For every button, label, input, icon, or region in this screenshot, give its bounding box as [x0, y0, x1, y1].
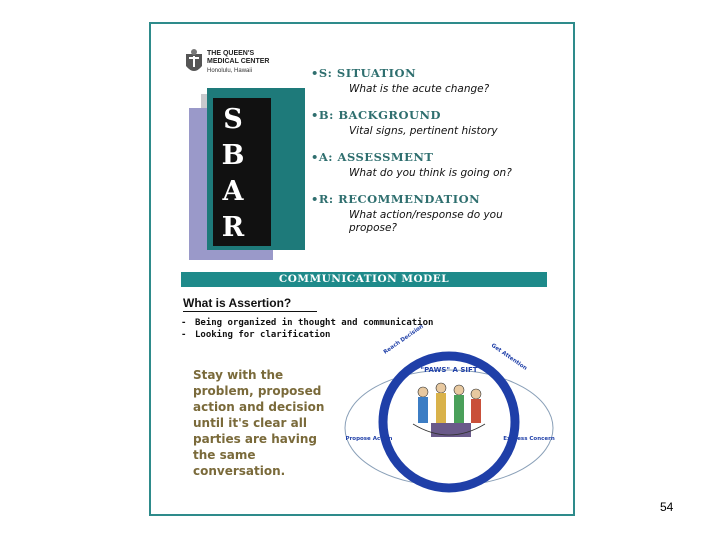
recommendation-heading: •R: RECOMMENDATION: [311, 192, 481, 206]
step-reach-decision: Reach Decision: [382, 324, 425, 356]
bullet-item: - Looking for clarification: [181, 330, 331, 340]
recommendation-description: What action/response do you propose?: [349, 209, 503, 234]
situation-description: What is the acute change?: [349, 83, 490, 95]
situation-item: [311, 66, 539, 96]
recommendation-item: [311, 192, 539, 235]
cartoon-figures: [413, 383, 485, 437]
banner-label: COMMUNICATION MODEL: [278, 273, 450, 285]
step-express-concern: Express Concern: [503, 436, 555, 442]
assessment-description: What do you think is going on?: [349, 167, 512, 179]
assertion-title: What is Assertion?: [183, 296, 317, 312]
assessment-heading: •A: ASSESSMENT: [311, 150, 434, 164]
background-heading: •B: BACKGROUND: [311, 108, 442, 122]
sbar-poster: [149, 22, 575, 516]
hospital-name: THE QUEEN'S MEDICAL CENTER: [207, 50, 270, 65]
hospital-logo: [183, 48, 293, 84]
step-get-attention: Get Attention: [489, 342, 528, 372]
crest-icon: [183, 48, 205, 78]
bullet-text: Being organized in thought and communication: [195, 318, 434, 328]
communication-model-banner: [181, 272, 547, 287]
assertion-cycle-diagram: [343, 324, 555, 504]
hospital-location: Honolulu, Hawaii: [207, 68, 253, 74]
background-description: Vital signs, pertinent history: [349, 125, 498, 137]
sbar-letter-panel: [213, 98, 271, 246]
letter-s: S: [223, 104, 243, 135]
step-state-problem: State Problem: [426, 484, 472, 490]
background-item: [311, 108, 539, 138]
bullet-item: - Being organized in thought and communication: [181, 318, 434, 328]
letter-a: A: [222, 176, 244, 207]
step-propose-action: Propose Action: [345, 436, 393, 442]
letter-r: R: [221, 212, 245, 243]
stay-with-problem-text: Stay with the problem, proposed action and decision until it's clear all parties are having the same conversation.: [193, 368, 325, 478]
letter-b: B: [221, 140, 245, 171]
situation-heading: •S: SITUATION: [311, 66, 417, 80]
bullet-text: Looking for clarification: [195, 330, 331, 340]
assessment-item: [311, 150, 539, 180]
cycle-center-label: "PAWS" A SIFT: [420, 366, 478, 374]
page-number: 54: [660, 500, 674, 514]
